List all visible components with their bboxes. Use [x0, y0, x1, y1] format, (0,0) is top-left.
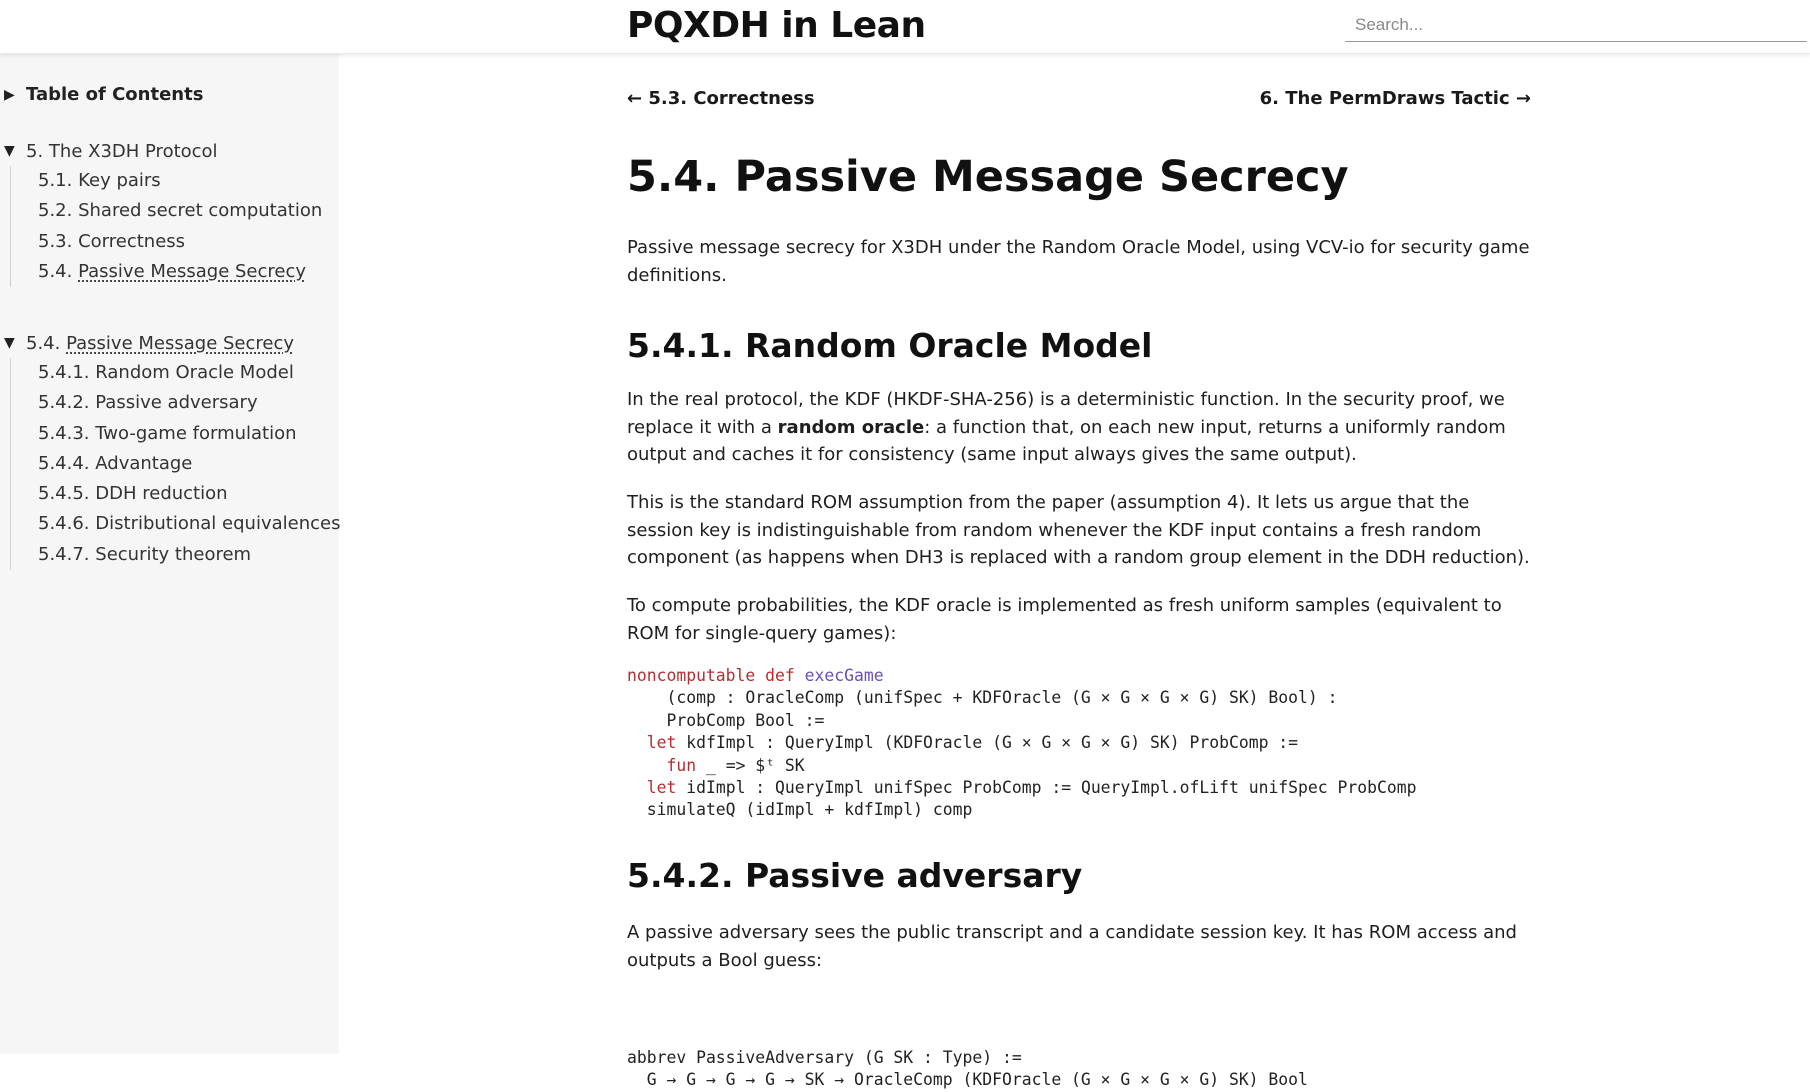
adversary-paragraph: A passive adversary sees the public transcript and a candidate session key. It has ROM access and outputs a Bool guess: [627, 922, 1517, 971]
sidebar-item-distributional[interactable]: 5.4.6. Distributional equivalences [38, 513, 341, 535]
sidebar-item-random-oracle[interactable]: 5.4.1. Random Oracle Model [38, 362, 294, 383]
sidebar-item-advantage[interactable]: 5.4.4. Advantage [38, 452, 193, 474]
nav-group-passive-secrecy [4, 328, 340, 570]
nav-head-num: 5. [26, 140, 44, 162]
rom-paragraph-1: In the real protocol, the KDF (HKDF-SHA-256) is a deterministic function. In the security proof, we replace it with a random oracle: a function that, on each new input, returns a uniformly random output and caches it for consistency (same input always gives the same output). [627, 389, 1506, 465]
code-block-passive-adversary: abbrev PassiveAdversary (G SK : Type) := G → G → G → G → SK → OracleComp (KDFOracle (G × G × G × G) SK) Bool [627, 1048, 1308, 1090]
nav-head-title: The X3DH Protocol [48, 140, 218, 162]
sidebar-item-key-pairs[interactable]: 5.1. Key pairs [38, 170, 161, 191]
site-title[interactable]: PQXDH in Lean [627, 5, 926, 46]
page-title: 5.4. Passive Message Secrecy [627, 152, 1349, 202]
toc-toggle[interactable] [4, 84, 203, 105]
nav-group-x3dh [4, 136, 322, 287]
intro-paragraph: Passive message secrecy for X3DH under the Random Oracle Model, using VCV-io for security game definitions. [627, 237, 1530, 286]
top-header [0, 0, 1810, 54]
sidebar-item-security-theorem[interactable]: 5.4.7. Security theorem [38, 543, 252, 565]
search-input[interactable] [1345, 8, 1807, 42]
nav-head-passive-secrecy[interactable] [4, 328, 340, 358]
section-heading-passive-adversary: 5.4.2. Passive adversary [627, 856, 1083, 895]
section-heading-random-oracle: 5.4.1. Random Oracle Model [627, 326, 1153, 365]
sidebar-item-passive-adversary[interactable]: 5.4.2. Passive adversary [38, 392, 258, 414]
nav-head-x3dh[interactable] [4, 136, 322, 166]
rom-paragraph-2: This is the standard ROM assumption from the paper (assumption 4). It lets us argue that the session key is indistinguishable from random whenever the KDF input contains a fresh random component (as happens when DH3 is replaced with a random group element in the DDH reduction). [627, 492, 1530, 568]
expand-triangle-icon: ▶ [4, 86, 15, 103]
nav-list [10, 358, 340, 570]
collapse-triangle-icon: ▼ [4, 143, 15, 159]
toc-label: Table of Contents [26, 84, 204, 105]
sidebar-item-two-game[interactable]: 5.4.3. Two-game formulation [38, 422, 297, 444]
nav-list [10, 166, 322, 287]
sidebar-item-shared-secret[interactable]: 5.2. Shared secret computation [38, 200, 323, 222]
rom-paragraph-3: To compute probabilities, the KDF oracle is implemented as fresh uniform samples (equivalent to ROM for single-query games): [627, 595, 1502, 644]
nav-head-num: 5.4. [26, 332, 61, 354]
sidebar-item-correctness[interactable]: 5.3. Correctness [38, 230, 186, 252]
collapse-triangle-icon: ▼ [4, 335, 15, 351]
nav-head-title: Passive Message Secrecy [66, 332, 295, 354]
code-block-execgame: noncomputable def execGame (comp : OracleComp (unifSpec + KDFOracle (G × G × G × G) SK) Bool) : ProbComp Bool := let kdfImpl : QueryImpl (KDFOracle (G × G × G × G) SK) ProbComp := fun _ => $ᵗ SK let idImpl : QueryImpl unifSpec ProbComp := QueryImpl.ofLift unifSpec ProbComp simulateQ (idImpl + kdfImpl) comp [627, 666, 1417, 820]
sidebar-item-ddh-reduction[interactable]: 5.4.5. DDH reduction [38, 483, 228, 505]
prev-page-link[interactable]: ← 5.3. Correctness [627, 88, 815, 109]
next-page-link[interactable]: 6. The PermDraws Tactic → [1259, 88, 1531, 109]
sidebar-item-passive-secrecy[interactable]: 5.4. Passive Message Secrecy [38, 260, 307, 282]
sidebar [0, 54, 339, 1054]
